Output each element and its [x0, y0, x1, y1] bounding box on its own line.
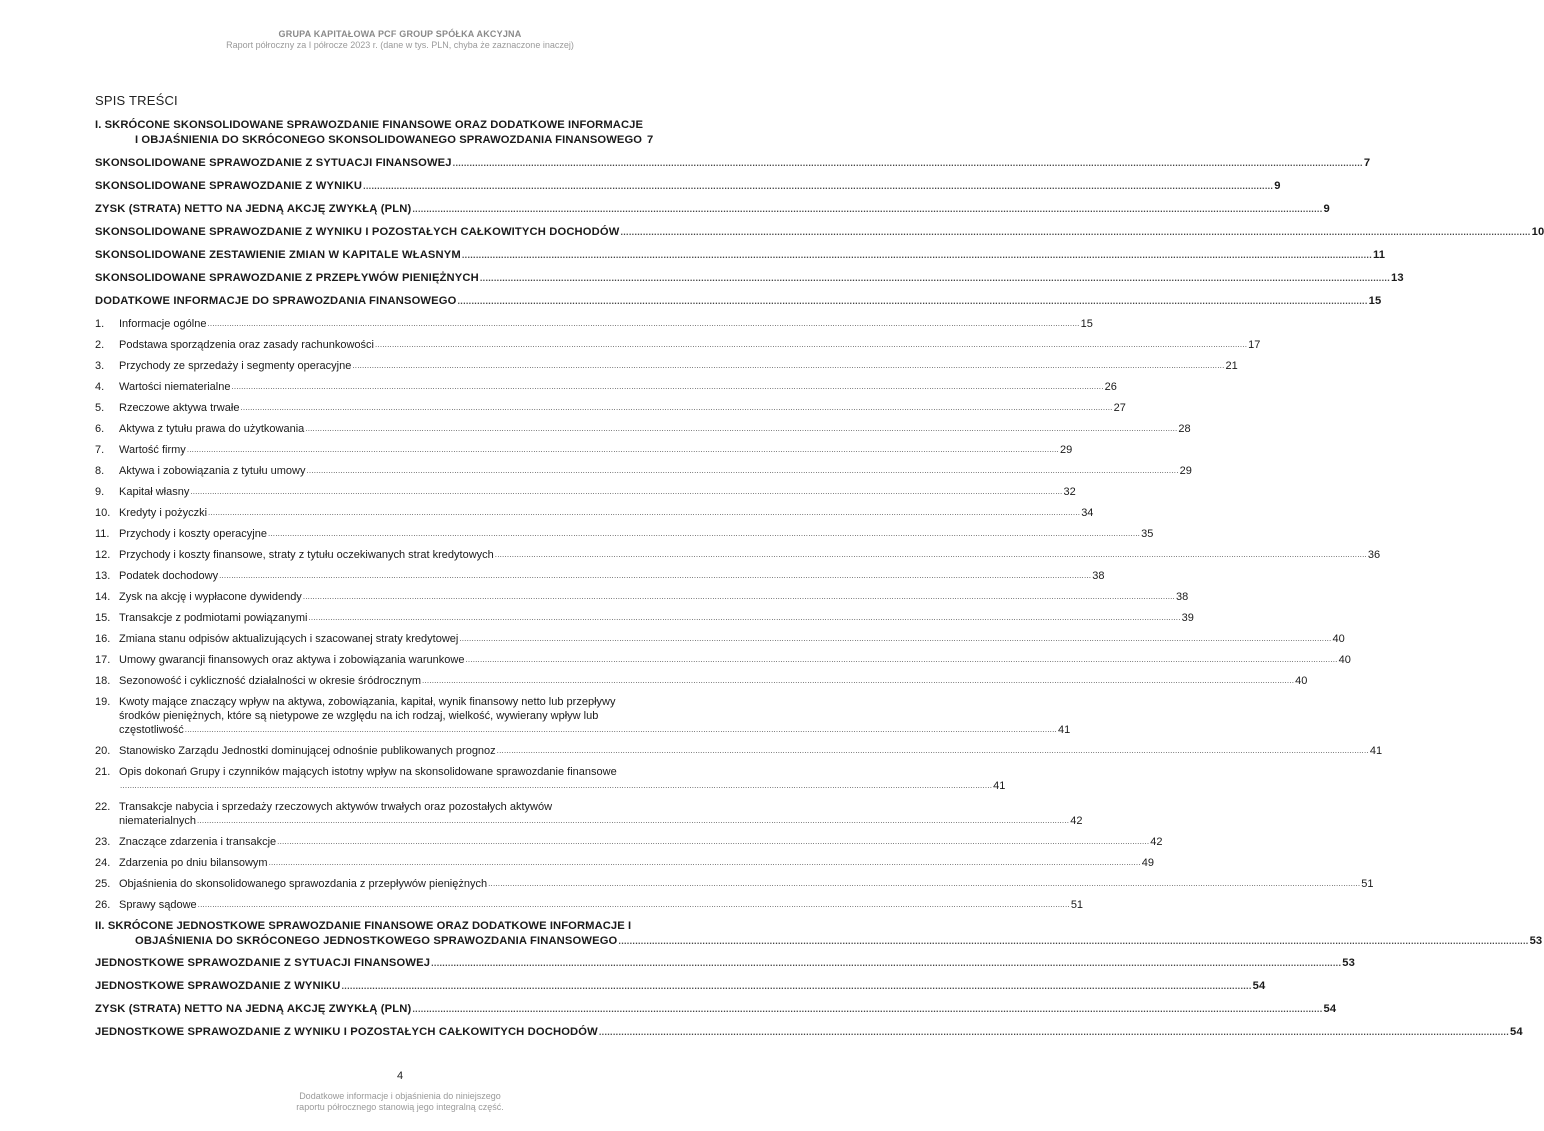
toc-note-number: 1. — [95, 318, 105, 330]
toc-note-number: 15. — [95, 612, 111, 624]
leader-dots — [187, 443, 1059, 457]
leader-dots — [240, 401, 1112, 415]
toc-section-entry[interactable] — [95, 202, 1330, 216]
leader-dots — [303, 590, 1175, 604]
toc-note-entry[interactable] — [95, 401, 1126, 415]
leader-dots — [269, 856, 1141, 870]
toc-part-2[interactable] — [95, 919, 1543, 948]
report-subtitle: Raport półroczny za I półrocze 2023 r. (dane w tys. PLN, chyba że zaznaczone inaczej) — [226, 40, 574, 50]
leader-dots — [268, 527, 1140, 541]
toc-title: SPIS TREŚCI — [95, 93, 178, 108]
toc-entry-label: ZYSK (STRATA) NETTO NA JEDNĄ AKCJĘ ZWYKŁĄ (PLN) — [95, 1002, 412, 1015]
leader-dots — [190, 485, 1062, 499]
toc-entry-label: Kredyty i pożyczki — [119, 507, 208, 519]
page-number: 4 — [396, 1070, 404, 1082]
toc-entry-label: Stanowisko Zarządu Jednostki dominującej odnośnie publikowanych prognoz — [119, 745, 496, 757]
toc-entry-label: Przychody i koszty operacyjne — [119, 528, 267, 540]
leader-dots — [219, 569, 1091, 583]
toc-note-entry[interactable] — [95, 548, 1381, 562]
toc-note-number: 21. — [95, 766, 111, 778]
toc-note-line: Transakcje nabycia i sprzedaży rzeczowych aktywów trwałych oraz pozostałych aktywów — [119, 801, 553, 813]
toc-section-entry[interactable] — [95, 1002, 1337, 1016]
toc-page: 10 — [1531, 226, 1544, 238]
leader-dots — [306, 464, 1178, 478]
toc-note-number: 17. — [95, 654, 111, 666]
toc-section-entry[interactable] — [95, 979, 1266, 993]
toc-note-number: 20. — [95, 745, 111, 757]
toc-note-entry[interactable] — [95, 674, 1308, 688]
toc-page: 21 — [1225, 360, 1238, 372]
toc-entry-label: Transakcje z podmiotami powiązanymi — [119, 612, 308, 624]
toc-note-number: 2. — [95, 339, 105, 351]
leader-dots — [422, 674, 1294, 688]
toc-entry-label: JEDNOSTKOWE SPRAWOZDANIE Z WYNIKU — [95, 979, 341, 992]
toc-page: 40 — [1332, 633, 1345, 645]
leader-dots — [375, 338, 1247, 352]
toc-page: 42 — [1070, 815, 1083, 827]
toc-page: 51 — [1361, 878, 1374, 890]
toc-entry-label: Informacje ogólne — [119, 318, 207, 330]
toc-note-entry[interactable] — [95, 800, 1083, 828]
toc-note-number: 11. — [95, 528, 110, 540]
leader-dots — [488, 877, 1360, 891]
toc-page: 15 — [1080, 318, 1093, 330]
toc-entry-label: Podstawa sporządzenia oraz zasady rachunkowości — [119, 339, 374, 351]
page-footer — [0, 1069, 800, 1113]
toc-note-entry[interactable] — [95, 506, 1094, 520]
toc-page: 41 — [1369, 745, 1383, 757]
toc-note-number: 10. — [95, 507, 111, 519]
toc-note-number: 4. — [95, 381, 105, 393]
toc-note-number: 8. — [95, 465, 105, 477]
leader-dots — [457, 294, 1367, 308]
toc-note-entry[interactable] — [95, 877, 1374, 891]
toc-page: 38 — [1175, 591, 1189, 603]
toc-entry-label: Umowy gwarancji finansowych oraz aktywa i zobowiązania warunkowe — [119, 654, 465, 666]
toc-note-entry[interactable] — [95, 898, 1084, 912]
toc-page: 7 — [1363, 157, 1371, 169]
leader-dots — [185, 723, 1057, 737]
toc-note-number: 7. — [95, 444, 105, 456]
toc-entry-label: Aktywa z tytułu prawa do użytkowania — [119, 423, 305, 435]
leader-dots — [277, 835, 1149, 849]
toc-note-entry[interactable] — [95, 835, 1163, 849]
toc-note-entry[interactable] — [95, 695, 1071, 737]
toc-page: 32 — [1063, 486, 1076, 498]
toc-entry-label: Rzeczowe aktywa trwałe — [119, 402, 240, 414]
toc-note-number: 23. — [95, 836, 111, 848]
leader-dots — [412, 1002, 1322, 1016]
toc-entry-label: Kapitał własny — [119, 486, 190, 498]
toc-entry-label: SKONSOLIDOWANE ZESTAWIENIE ZMIAN W KAPITALE WŁASNYM — [95, 249, 461, 261]
toc-note-entry[interactable] — [95, 380, 1117, 394]
toc-note-entry[interactable] — [95, 611, 1194, 625]
toc-page: 42 — [1150, 836, 1163, 848]
toc-section-entry[interactable] — [95, 248, 1386, 262]
toc-note-line: Kwoty mające znaczący wpływ na aktywa, zobowiązania, kapitał, wynik finansowy netto lub przepływy — [119, 696, 616, 708]
toc-page: 53 — [1342, 956, 1355, 969]
toc-section-entry[interactable] — [95, 956, 1355, 970]
toc-section-entry[interactable] — [95, 294, 1382, 308]
toc-entry-label: częstotliwość — [119, 724, 184, 736]
toc-note-number: 14. — [95, 591, 111, 603]
page-header — [0, 29, 800, 51]
toc-note-number: 18. — [95, 675, 111, 687]
toc-page: 41 — [1057, 724, 1071, 736]
toc-section-entry[interactable] — [95, 179, 1281, 193]
company-name: GRUPA KAPITAŁOWA PCF GROUP SPÓŁKA AKCYJNA — [278, 29, 522, 39]
leader-dots — [497, 744, 1369, 758]
toc-note-entry[interactable] — [95, 632, 1345, 646]
leader-dots — [198, 898, 1070, 912]
toc-note-entry[interactable] — [95, 443, 1073, 457]
toc-entry-label: Zmiana stanu odpisów aktualizujących i szacowanej straty kredytowej — [119, 633, 459, 645]
toc-note-entry[interactable] — [95, 744, 1383, 758]
toc-page: 40 — [1295, 675, 1308, 687]
toc-entry-label: JEDNOSTKOWE SPRAWOZDANIE Z SYTUACJI FINANSOWEJ — [95, 956, 431, 969]
toc-page: 54 — [1510, 1025, 1523, 1038]
leader-dots — [305, 422, 1177, 436]
toc-note-number: 22. — [95, 801, 111, 813]
toc-entry-label: niematerialnych — [119, 815, 197, 827]
toc-page: 41 — [993, 780, 1006, 792]
footer-note-line1: Dodatkowe informacje i objaśnienia do niniejszego — [299, 1091, 501, 1101]
footer-note — [0, 1091, 800, 1113]
toc-section-entry[interactable] — [95, 225, 1544, 239]
toc-note-line: Opis dokonań Grupy i czynników mających istotny wpływ na skonsolidowane sprawozdanie finansowe — [119, 766, 617, 778]
toc-part-2-line2: OBJAŚNIENIA DO SKRÓCONEGO JEDNOSTKOWEGO SPRAWOZDANIA FINANSOWEGO — [135, 934, 618, 947]
toc-note-line: środków pieniężnych, które są nietypowe ze względu na ich rodzaj, wielkość, wywierany wpływ lub — [119, 710, 599, 722]
toc-note-entry[interactable] — [95, 338, 1261, 352]
toc-note-entry[interactable] — [95, 765, 1006, 793]
toc-entry-label: Sprawy sądowe — [119, 899, 197, 911]
toc-note-number: 13. — [95, 570, 111, 582]
toc-page: 13 — [1391, 272, 1404, 284]
toc-page: 54 — [1252, 979, 1266, 992]
toc-entry-label: Objaśnienia do skonsolidowanego sprawozdania z przepływów pieniężnych — [119, 878, 488, 890]
toc-entry-label: Aktywa i zobowiązania z tytułu umowy — [119, 465, 306, 477]
toc-entry-label: JEDNOSTKOWE SPRAWOZDANIE Z WYNIKU I POZOSTAŁYCH CAŁKOWITYCH DOCHODÓW — [95, 1025, 598, 1038]
toc-entry-label: SKONSOLIDOWANE SPRAWOZDANIE Z WYNIKU — [95, 180, 363, 192]
toc-note-number: 25. — [95, 878, 111, 890]
leader-dots — [462, 248, 1372, 262]
toc-note-number: 3. — [95, 360, 105, 372]
toc-page: 11 — [1373, 249, 1386, 261]
footer-note-line2: raportu półrocznego stanowią jego integralną część. — [296, 1102, 504, 1112]
toc-entry-label: Zdarzenia po dniu bilansowym — [119, 857, 268, 869]
toc-page: 40 — [1338, 654, 1351, 666]
toc-page: 35 — [1141, 528, 1154, 540]
toc-entry-label: Zysk na akcję i wypłacone dywidendy — [119, 591, 302, 603]
leader-dots — [208, 506, 1080, 520]
toc-note-entry[interactable] — [95, 527, 1154, 541]
toc-note-entry[interactable] — [95, 653, 1351, 667]
toc-page: 27 — [1113, 402, 1126, 414]
toc-note-entry[interactable] — [95, 464, 1192, 478]
toc-page: 38 — [1092, 570, 1105, 582]
toc-page: 49 — [1141, 857, 1154, 869]
toc-page: 9 — [1323, 203, 1330, 215]
leader-dots — [618, 934, 1528, 948]
toc-note-entry[interactable] — [95, 359, 1238, 373]
toc-part-1-line1: I. SKRÓCONE SKONSOLIDOWANE SPRAWOZDANIE FINANSOWE ORAZ DODATKOWE INFORMACJE — [95, 119, 644, 131]
toc-entry-label: DODATKOWE INFORMACJE DO SPRAWOZDANIA FINANSOWEGO — [95, 295, 457, 307]
toc-page: 9 — [1274, 180, 1281, 192]
toc-page: 26 — [1104, 381, 1117, 393]
table-of-contents — [95, 118, 1544, 1048]
toc-section-entry[interactable] — [95, 271, 1404, 285]
toc-part-1-line2: I OBJAŚNIENIA DO SKRÓCONEGO SKONSOLIDOWANEGO SPRAWOZDANIA FINANSOWEGO — [135, 133, 643, 146]
toc-entry-label: Wartości niematerialne — [119, 381, 231, 393]
toc-note-entry[interactable] — [95, 856, 1154, 870]
toc-note-number: 9. — [95, 486, 105, 498]
toc-page: 54 — [1323, 1002, 1337, 1015]
toc-note-entry[interactable] — [95, 590, 1189, 604]
toc-entry-label: ZYSK (STRATA) NETTO NA JEDNĄ AKCJĘ ZWYKŁĄ (PLN) — [95, 203, 412, 215]
toc-page: 34 — [1081, 507, 1094, 519]
toc-entry-label: Wartość firmy — [119, 444, 186, 456]
toc-page: 39 — [1181, 612, 1194, 624]
toc-part-1[interactable] — [95, 118, 705, 147]
leader-dots — [480, 271, 1390, 285]
leader-dots — [431, 956, 1341, 970]
leader-dots — [120, 779, 992, 793]
toc-entry-label: Przychody i koszty finansowe, straty z tytułu oczekiwanych strat kredytowych — [119, 549, 494, 561]
leader-dots — [465, 653, 1337, 667]
leader-dots — [599, 1025, 1509, 1039]
toc-note-entry[interactable] — [95, 569, 1105, 583]
toc-note-number: 5. — [95, 402, 105, 414]
leader-dots — [197, 814, 1069, 828]
toc-part-2-line1: II. SKRÓCONE JEDNOSTKOWE SPRAWOZDANIE FINANSOWE ORAZ DODATKOWE INFORMACJE I — [95, 920, 632, 932]
toc-page: 28 — [1178, 423, 1191, 435]
leader-dots — [363, 179, 1273, 193]
toc-page: 29 — [1179, 465, 1192, 477]
toc-note-number: 16. — [95, 633, 111, 645]
toc-entry-label: Znaczące zdarzenia i transakcje — [119, 836, 277, 848]
toc-entry-label: Przychody ze sprzedaży i segmenty operacyjne — [119, 360, 352, 372]
toc-entry-label: Sezonowość i cykliczność działalności w okresie śródrocznym — [119, 675, 422, 687]
toc-note-number: 6. — [95, 423, 105, 435]
leader-dots — [412, 202, 1322, 216]
toc-note-number: 24. — [95, 857, 111, 869]
toc-note-entry[interactable] — [95, 317, 1093, 331]
leader-dots — [352, 359, 1224, 373]
leader-dots — [453, 156, 1363, 170]
toc-note-entry[interactable] — [95, 422, 1191, 436]
toc-page: 7 — [647, 133, 654, 146]
toc-section-entry[interactable] — [95, 1025, 1523, 1039]
toc-page: 36 — [1367, 549, 1381, 561]
toc-page: 29 — [1059, 444, 1073, 456]
toc-page: 53 — [1529, 934, 1543, 947]
toc-entry-label: SKONSOLIDOWANE SPRAWOZDANIE Z WYNIKU I POZOSTAŁYCH CAŁKOWITYCH DOCHODÓW — [95, 226, 620, 238]
leader-dots — [459, 632, 1331, 646]
leader-dots — [309, 611, 1181, 625]
leader-dots — [620, 225, 1530, 239]
toc-page: 17 — [1248, 339, 1261, 351]
leader-dots — [231, 380, 1103, 394]
toc-note-entry[interactable] — [95, 485, 1076, 499]
leader-dots — [342, 979, 1252, 993]
toc-entry-label: SKONSOLIDOWANE SPRAWOZDANIE Z SYTUACJI FINANSOWEJ — [95, 157, 452, 169]
toc-note-number: 19. — [95, 696, 111, 708]
toc-page: 15 — [1368, 295, 1382, 307]
toc-section-entry[interactable] — [95, 156, 1371, 170]
leader-dots — [495, 548, 1367, 562]
toc-note-number: 12. — [95, 549, 111, 561]
toc-entry-label: SKONSOLIDOWANE SPRAWOZDANIE Z PRZEPŁYWÓW PIENIĘŻNYCH — [95, 272, 479, 284]
toc-note-number: 26. — [95, 899, 111, 911]
toc-page: 51 — [1070, 899, 1084, 911]
leader-dots — [207, 317, 1079, 331]
toc-entry-label: Podatek dochodowy — [119, 570, 219, 582]
